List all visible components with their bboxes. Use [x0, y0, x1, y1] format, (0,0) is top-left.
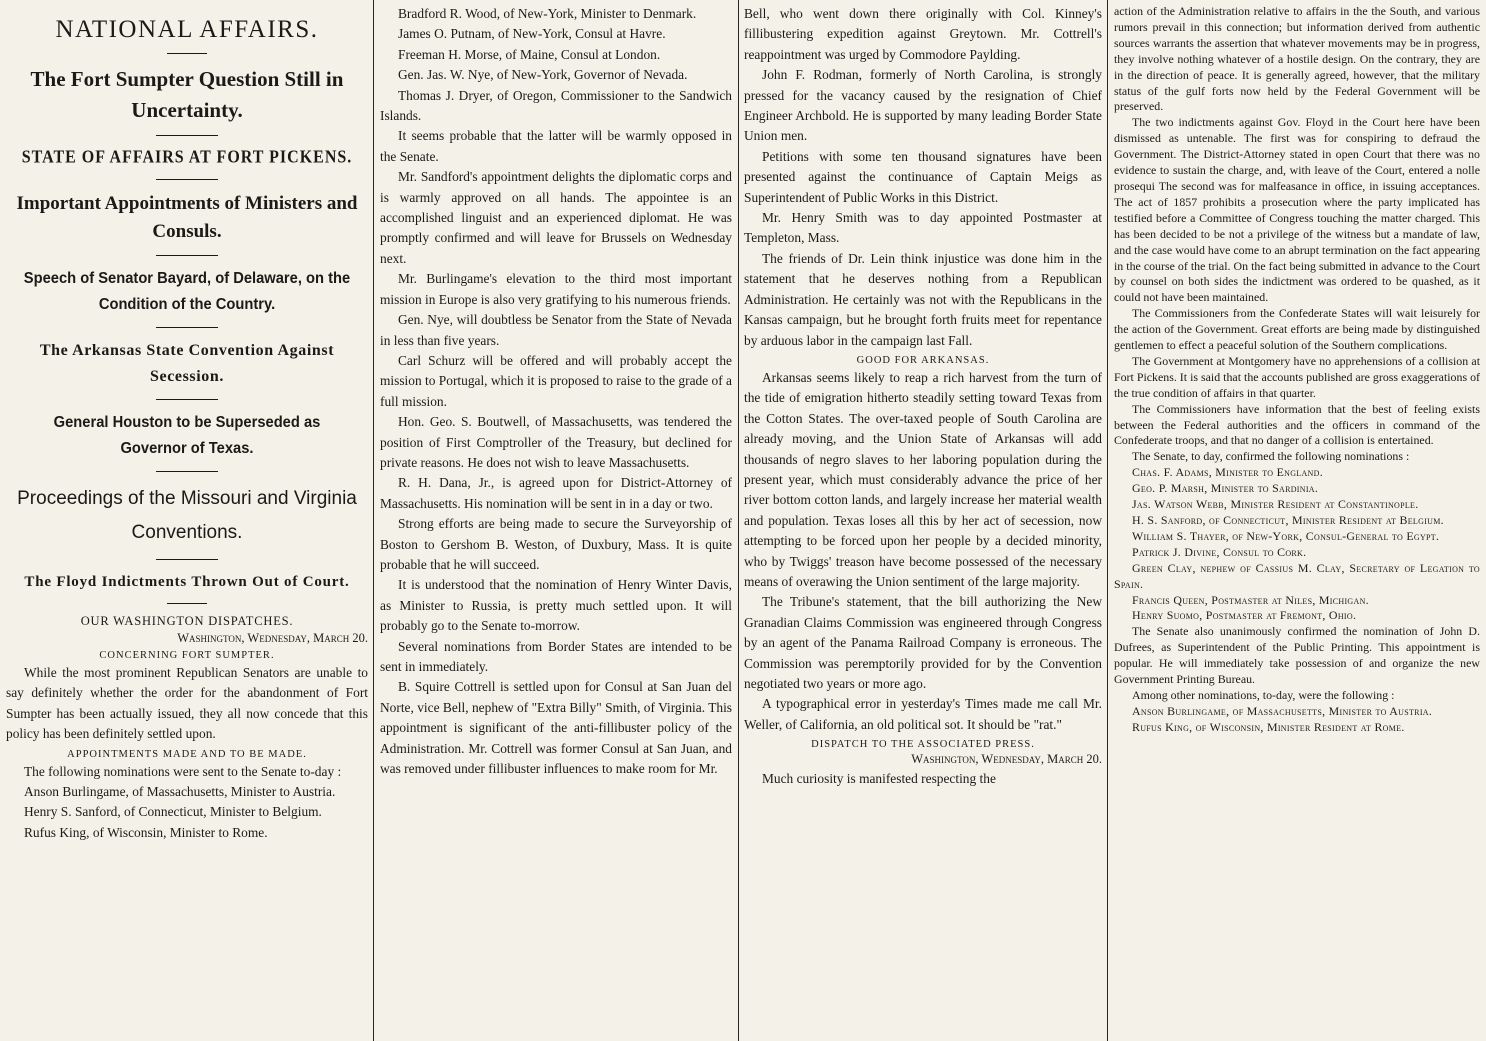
column-1	[6, 4, 368, 1038]
paragraph: Carl Schurz will be offered and will probably accept the mission to Portugal, which it is proposed to raise to the grade of a full mission.	[380, 352, 732, 409]
paragraph: Freeman H. Morse, of Maine, Consul at London.	[398, 46, 661, 62]
paragraph: Bell, who went down there originally with Col. Kinney's fillibustering expedition against Greytown. Mr. Cottrell's reappointment was urged by Commodore Paylding.	[744, 6, 1102, 62]
paragraph: R. H. Dana, Jr., is agreed upon for District-Attorney of Massachusetts. His nomination will be sent in in a day or two.	[380, 475, 732, 511]
nomination-item: H. S. Sanford, of Connecticut, Minister Resident at Belgium.	[1132, 513, 1444, 527]
column-3	[744, 4, 1102, 1038]
section-heading: DISPATCH TO THE ASSOCIATED PRESS.	[811, 739, 1035, 751]
paragraph: B. Squire Cottrell is settled upon for Consul at San Juan del Norte, vice Bell, nephew of "Extra Billy" Smith, of Virginia. This appointment is significant of the anti-fillibuster policy of the Administration. Mr. Cottrell was former Consul at San Juan, and was removed under fillibuster influences to make room for Mr.	[380, 679, 732, 777]
paragraph: Strong efforts are being made to secure the Surveyorship of Boston to Gershom B. Weston, of Duxbury, Mass. It is quite probable that he will succeed.	[380, 516, 732, 572]
paragraph: Thomas J. Dryer, of Oregon, Commissioner to the Sandwich Islands.	[380, 87, 732, 124]
column-rule	[1107, 0, 1108, 1041]
section-heading: CONCERNING FORT SUMPTER.	[99, 650, 275, 661]
column-rule	[738, 0, 739, 1041]
headline-appointments: Important Appointments of Ministers and Consuls.	[16, 193, 358, 242]
headline-bayard-speech: Speech of Senator Bayard, of Delaware, on the Condition of the Country.	[23, 270, 351, 313]
divider	[156, 471, 218, 472]
paragraph: Mr. Sandford's appointment delights the diplomatic corps and is warmly approved on all hands. The appointee is an accomplished linguist and an experienced diplomat. He was promptly confirmed and will leave for Brussels on Wednesday next.	[380, 169, 732, 266]
paragraph: The Government at Montgomery have no apprehensions of a collision at Fort Pickens. It is said that the accounts published are gross exaggerations of the true condition of affairs in that quarter.	[1114, 353, 1480, 400]
paragraph: Among other nominations, to-day, were the following :	[1132, 687, 1395, 702]
dateline: Washington, Wednesday, March 20.	[911, 752, 1102, 767]
paragraph: The Commissioners from the Confederate States will wait leisurely for the action of the Government. Great efforts are being made by distinguished gentlemen to effect a peaceful solution of the Southern complications.	[1114, 306, 1480, 353]
paragraph: action of the Administration relative to affairs in the the South, and various rumors prevail in this connection; but information derived from authentic sources warrants the assertion that whatever movements may be in progress, they involve nothing whatever of a hostile design. On the contrary, they are in the direction of peace. It is generally agreed, however, that the military status of the gulf forts now held by the Federal Government will be preserved.	[1114, 4, 1480, 114]
paragraph: James O. Putnam, of New-York, Consul at Havre.	[398, 26, 666, 42]
paragraph: Several nominations from Border States are intended to be sent in immediately.	[380, 638, 732, 674]
column-rule	[373, 0, 374, 1041]
section-heading: APPOINTMENTS MADE AND TO BE MADE.	[67, 748, 307, 760]
divider	[156, 135, 218, 136]
paragraph: The Senate, to day, confirmed the following nominations :	[1132, 449, 1410, 464]
nomination-item: Henry Suomo, Postmaster at Fremont, Ohio.	[1132, 608, 1357, 623]
paragraph: Hon. Geo. S. Boutwell, of Massachusetts, was tendered the position of First Comptroller of the Treasury, but declined for private reasons. He does not wish to leave Massachusetts.	[380, 414, 732, 470]
divider	[156, 399, 218, 400]
divider	[167, 53, 207, 54]
paragraph: The two indictments against Gov. Floyd in the Court here have been dismissed as untenable. The first was for conspiring to defraud the Government. The District-Attorney stated in open Court that there was no evidence to sustain the charge, and, with leave of the Court, entered a nolle prosequi The second was for malfeasance in office, in issuing acceptances. The act of 1857 prohibits a prosecution where the party implicated has testified before a Committee of Congress touching the matter charged. This has been decided to be not a privilege of the witness but a mandate of law, and the case would have come to an abrupt termination on the fact appearing in the course of the trial. On the fact being submitted in advance to the Court by counsel on both sides the indictment was ordered to be quashed, as it could not have been maintained.	[1114, 115, 1480, 305]
paragraph: Gen. Jas. W. Nye, of New-York, Governor of Nevada.	[398, 67, 688, 83]
column-2	[380, 4, 732, 1038]
nomination-item: William S. Thayer, of New-York, Consul-General to Egypt.	[1132, 528, 1440, 543]
dateline: Washington, Wednesday, March 20.	[177, 631, 368, 645]
paragraph: Rufus King, of Wisconsin, Minister to Rome.	[24, 824, 268, 840]
paragraph: Much curiosity is manifested respecting the	[762, 771, 996, 787]
paragraph: The Commissioners have information that the best of feeling exists between the Federal authorities and the officers in command of the Confederate troops, and that no danger of a collision is entertained.	[1114, 401, 1480, 448]
paragraph: John F. Rodman, formerly of North Carolina, is strongly pressed for the vacancy caused by the resignation of Chief Engineer Archbold. He is supported by many leading Border State Union men.	[744, 67, 1102, 144]
paragraph: The friends of Dr. Lein think injustice was done him in the statement that he deserves nothing from a Republican Administration. He certainly was not with the Republicans in the Kansas campaign, but he brought forth fruits meet for repentance by arduous labor in the campaign last Fall.	[744, 250, 1102, 348]
divider	[167, 603, 207, 604]
nomination-item: Green Clay, nephew of Cassius M. Clay, Secretary of Legation to Spain.	[1114, 560, 1480, 591]
headline-conventions: Proceedings of the Missouri and Virginia Conventions.	[17, 488, 357, 543]
nomination-item: Anson Burlingame, of Massachusetts, Minister to Austria.	[1132, 703, 1433, 718]
nomination-item: Chas. F. Adams, Minister to England.	[1132, 465, 1323, 480]
paragraph: Gen. Nye, will doubtless be Senator from the State of Nevada in less than five years.	[380, 312, 732, 348]
paragraph: It seems probable that the latter will be warmly opposed in the Senate.	[380, 128, 732, 164]
paragraph: Bradford R. Wood, of New-York, Minister to Denmark.	[398, 6, 697, 21]
nomination-item: Jas. Watson Webb, Minister Resident at Constantinople.	[1132, 497, 1419, 512]
divider	[156, 255, 218, 256]
paragraph: While the most prominent Republican Senators are unable to say definitely whether the order for the abandonment of Fort Sumpter has been actually issued, they all now concede that this policy has been definitely settled upon.	[6, 665, 368, 742]
paragraph: A typographical error in yesterday's Times made me call Mr. Weller, of California, an old political sot. It should be "rat."	[744, 696, 1102, 732]
paragraph: Anson Burlingame, of Massachusetts, Minister to Austria.	[24, 784, 336, 800]
paragraph: Henry S. Sanford, of Connecticut, Minister to Belgium.	[24, 804, 322, 820]
divider	[156, 179, 218, 180]
section-heading: GOOD FOR ARKANSAS.	[856, 354, 990, 366]
headline-arkansas: The Arkansas State Convention Against Secession.	[39, 342, 335, 385]
paragraph: It is understood that the nomination of Henry Winter Davis, as Minister to Russia, is pretty much settled upon. It will probably go to the Senate to-morrow.	[380, 577, 732, 634]
headline-houston: General Houston to be Superseded as Governor of Texas.	[53, 414, 321, 457]
masthead: NATIONAL AFFAIRS.	[55, 16, 319, 43]
headline-floyd: The Floyd Indictments Thrown Out of Court.	[24, 574, 350, 590]
paragraph: Mr. Henry Smith was to day appointed Postmaster at Templeton, Mass.	[744, 210, 1102, 246]
divider	[156, 327, 218, 328]
paragraph: The Senate also unanimously confirmed the nomination of John D. Dufrees, as Superintendent of the Public Printing. This appointment is popular. He will immediately take possession of and organize the new Government Printing Bureau.	[1114, 624, 1480, 687]
nomination-item: Geo. P. Marsh, Minister to Sardinia.	[1132, 481, 1319, 496]
divider	[156, 559, 218, 560]
nomination-item: Patrick J. Divine, Consul to Cork.	[1132, 544, 1307, 559]
paragraph: Mr. Burlingame's elevation to the third most important mission in Europe is also very gratifying to his numerous friends.	[380, 271, 732, 307]
paragraph: The Tribune's statement, that the bill authorizing the New Granadian Claims Commission was engineered through Congress by an agent of the Panama Railroad Company is erroneous. The Commission was peremptorily provided for by the Convention negotiated two years or more ago.	[744, 594, 1102, 691]
dispatch-title: OUR WASHINGTON DISPATCHES.	[80, 614, 294, 628]
paragraph: Petitions with some ten thousand signatures have been presented against the continuance of Captain Meigs as Superintendent of Public Works in this District.	[744, 148, 1102, 205]
column-4	[1114, 4, 1480, 1038]
headline-fort-sumpter: The Fort Sumpter Question Still in Uncertainty.	[30, 67, 344, 122]
paragraph: The following nominations were sent to the Senate to-day :	[24, 763, 342, 779]
nomination-item: Rufus King, of Wisconsin, Minister Resident at Rome.	[1132, 719, 1405, 734]
headline-fort-pickens: STATE OF AFFAIRS AT FORT PICKENS.	[21, 148, 353, 167]
paragraph: Arkansas seems likely to reap a rich harvest from the turn of the tide of emigration hitherto steadily setting toward Texas from the Cotton States. The over-taxed people of South Carolina are already moving, and the Union State of Arkansas will add thousands of negro slaves to her laboring population during the present year, which must considerably advance the price of her river bottom cotton lands, and largely increase her material wealth and population. Texas loses all this by her act of secession, now attempting to be forced upon her people by a decided minority, who by Twiggs' treason have become possessed of the necessary means of overawing the Union sentiment of the large majority.	[744, 369, 1102, 589]
nomination-item: Francis Queen, Postmaster at Niles, Michigan.	[1132, 592, 1369, 607]
